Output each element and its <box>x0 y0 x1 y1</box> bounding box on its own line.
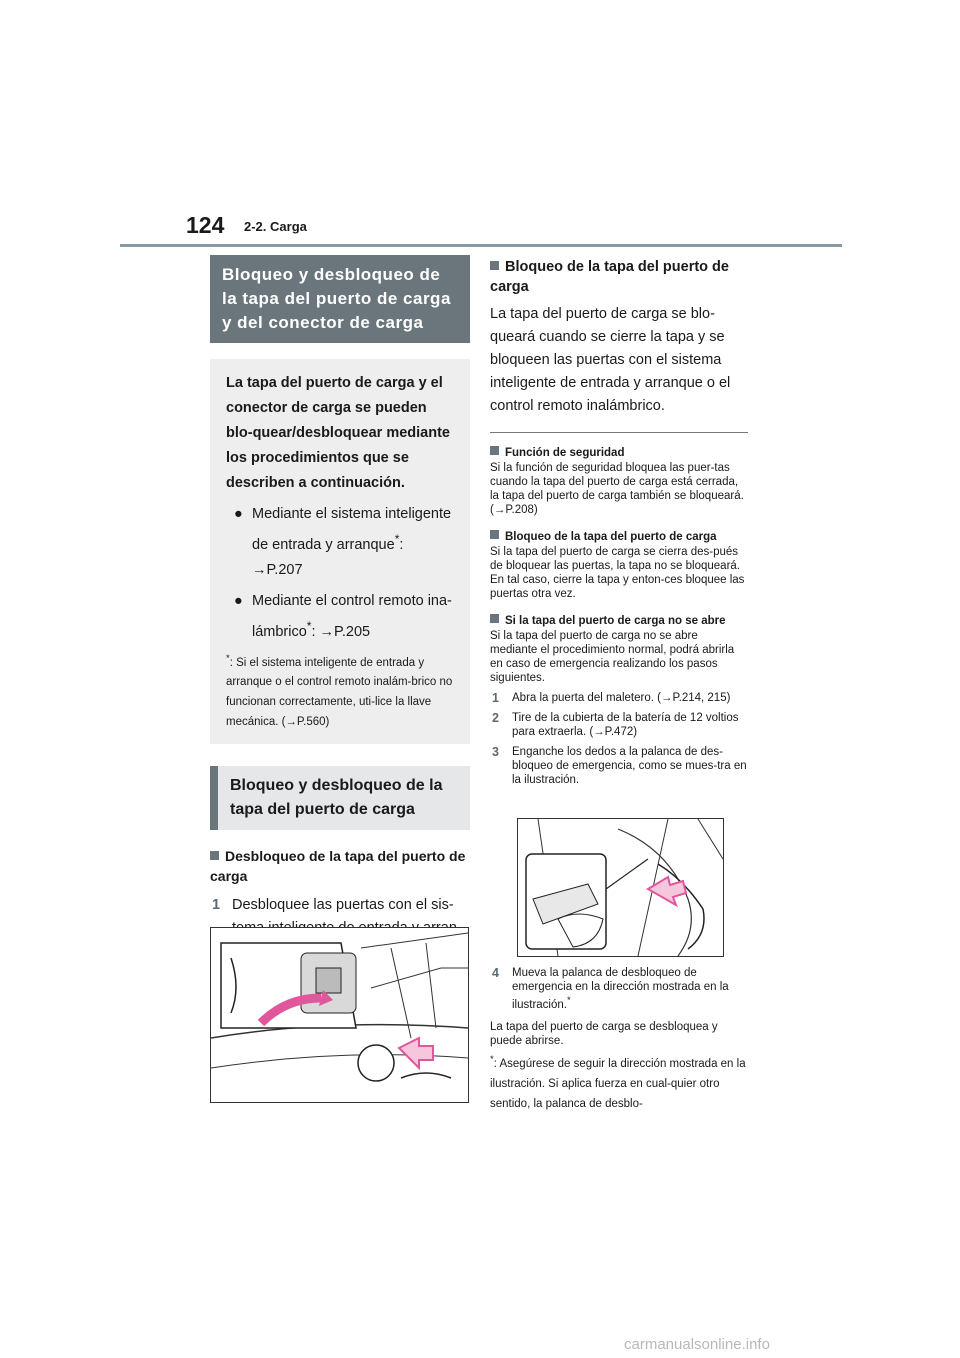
box1-intro: La tapa del puerto de carga y el conector de carga se pueden blo-quear/desbloquear mediante los procedimientos que se describen a continuación. <box>226 375 450 491</box>
square-bullet-icon <box>490 261 499 270</box>
asterisk-mark: * <box>306 618 312 633</box>
watermark: carmanualsonline.info <box>624 1336 770 1353</box>
square-bullet-icon <box>490 446 499 455</box>
sub2-text: La tapa del puerto de carga se blo-queará cuando se cierre la tapa y se bloqueen las puertas con el sistema inteligente de entrada y arranque o el control remoto inalámbrico. <box>490 306 731 414</box>
bullet-text: Mediante el control remoto ina-lámbrico <box>252 592 452 640</box>
bullet-dot-icon: ● <box>234 506 243 522</box>
box1-title: Bloqueo y desbloqueo de la tapa del puerto de carga y del conector de carga <box>210 255 470 343</box>
bullet-dot-icon: ● <box>234 592 243 609</box>
bullet-item <box>226 502 454 583</box>
emergency-step: 3 Enganche los dedos a la palanca de des-bloqueo de emergencia, como se mues-tra en la ilustración. <box>492 745 747 786</box>
note-text: Si la tapa del puerto de carga se cierra des-pués de bloquear las puertas, la tapa no se bloqueará. En tal caso, cierre la tapa y enton-ces bloquee las puertas otra vez. <box>490 546 745 600</box>
bullet-ref: : →P.207 <box>252 536 404 578</box>
sub1-heading: Desbloqueo de la tapa del puerto de carga <box>210 848 466 885</box>
emergency-lever-illustration <box>517 818 724 957</box>
footnote-mark: * <box>490 1053 494 1065</box>
bullet-text: Mediante el sistema inteligente de entrada y arranque <box>252 506 452 553</box>
square-bullet-icon <box>490 530 499 539</box>
note-text: Si la tapa del puerto de carga no se abre mediante el procedimiento normal, podrá abrirla en caso de emergencia realizando los pasos siguientes. <box>490 630 735 684</box>
sub2-heading: Bloqueo de la tapa del puerto de carga <box>490 259 729 295</box>
box2-title: Bloqueo y desbloqueo de la tapa del puerto de carga <box>210 766 470 830</box>
charge-port-drawing <box>211 928 468 1102</box>
footnote: *: Asegúrese de seguir la dirección mostrada en la ilustración. Si aplica fuerza en cual-quier otro sentido, la palanca de desblo- <box>490 1053 746 1110</box>
bullet-ref: : →P.205 <box>311 623 371 640</box>
page-number: 124 <box>186 212 225 238</box>
square-bullet-icon <box>490 614 499 623</box>
emergency-lever-drawing <box>518 819 723 956</box>
box1 <box>210 255 470 744</box>
box1-body <box>210 359 470 744</box>
note-text: Si la función de seguridad bloquea las puer-tas cuando la tapa del puerto de carga está cerrada, la tapa del puerto de carga también se bloqueará. (→P.208) <box>490 462 744 516</box>
note-mark: * <box>226 652 230 664</box>
bullet-item <box>226 589 454 645</box>
emergency-step: 2 Tire de la cubierta de la batería de 12 voltios para extraerla. (→P.472) <box>492 711 739 738</box>
section-label: 2-2. Carga <box>244 219 307 234</box>
note-heading: Bloqueo de la tapa del puerto de carga <box>490 529 748 545</box>
right-column <box>490 257 748 787</box>
right-column-lower <box>490 960 748 1114</box>
charge-port-illustration <box>210 927 469 1103</box>
note-heading: Si la tapa del puerto de carga no se abre <box>490 613 748 629</box>
note-heading: Función de seguridad <box>490 445 748 461</box>
step-item: 1 Desbloquee las puertas con el sis- <box>212 897 454 914</box>
emergency-step: 4 Mueva la palanca de desbloqueo de emergencia en la dirección mostrada en la ilustración.* <box>492 966 729 1011</box>
asterisk-mark: * <box>394 532 400 546</box>
box1-note <box>226 649 454 733</box>
square-bullet-icon <box>210 851 219 860</box>
header-rule <box>120 244 842 247</box>
notes-divider <box>490 432 748 433</box>
emergency-step: 1 Abra la puerta del maletero. (→P.214, 215) <box>492 691 731 705</box>
asterisk-mark: * <box>566 995 571 1006</box>
note-text: : Si el sistema inteligente de entrada y arranque o el control remoto inalám-brico no funcionan correctamente, uti-lice la llave mecánica. (→P.560) <box>226 656 453 729</box>
after-text: La tapa del puerto de carga se desbloquea y puede abrirse. <box>490 1020 718 1047</box>
